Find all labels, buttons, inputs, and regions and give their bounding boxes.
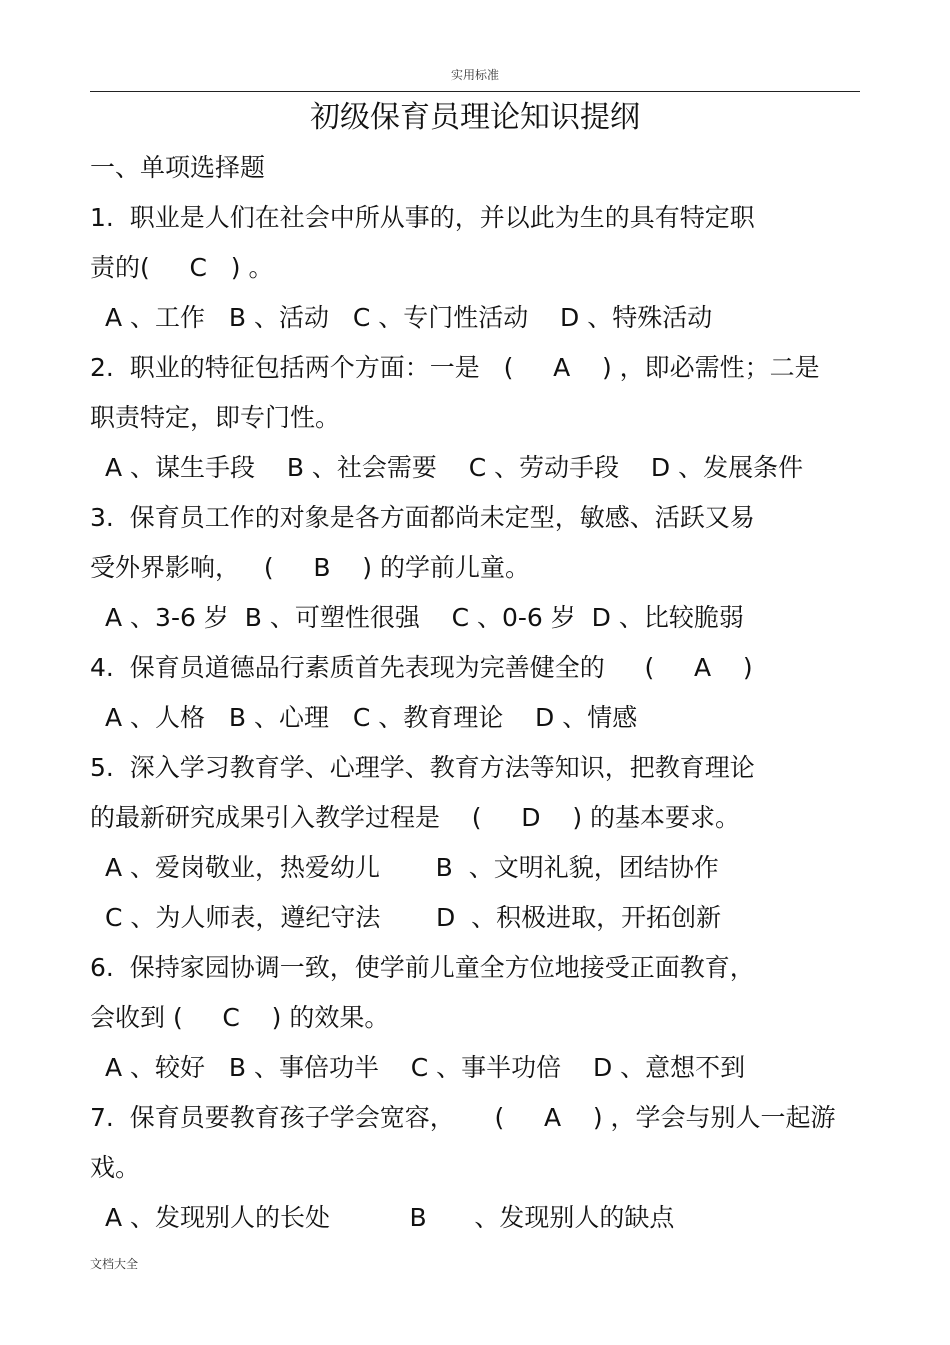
question-line: 5. 深入学习教育学、心理学、教育方法等知识，把教育理论 — [90, 753, 755, 782]
question-line: 6. 保持家园协调一致，使学前儿童全方位地接受正面教育， — [90, 953, 755, 982]
question-line: 1. 职业是人们在社会中所从事的，并以此为生的具有特定职 — [90, 203, 755, 232]
header-divider — [90, 91, 860, 92]
question-line: 3. 保育员工作的对象是各方面都尚未定型，敏感、活跃又易 — [90, 503, 755, 532]
question-line: 会收到 ( C ) 的效果。 — [90, 1003, 390, 1032]
question-line: 的最新研究成果引入教学过程是 ( D ) 的基本要求。 — [90, 803, 741, 832]
options-line: A 、人格 B 、心理 C 、教育理论 D 、情感 — [105, 703, 638, 732]
question-line: 2. 职业的特征包括两个方面：一是 ( A ) ，即必需性；二是 — [90, 353, 820, 382]
question-line: 受外界影响， ( B ) 的学前儿童。 — [90, 553, 530, 582]
options-line: C 、为人师表，遵纪守法 D 、积极进取，开拓创新 — [105, 903, 722, 932]
question-line: 戏。 — [90, 1153, 141, 1182]
document-title: 初级保育员理论知识提纲 — [310, 100, 640, 135]
question-line: 职责特定，即专门性。 — [90, 403, 341, 432]
options-line: A 、较好 B 、事倍功半 C 、事半功倍 D 、意想不到 — [105, 1053, 746, 1082]
question-line: 责的( C ) 。 — [90, 253, 274, 282]
options-line: A 、爱岗敬业，热爱幼儿 B 、文明礼貌，团结协作 — [105, 853, 719, 882]
options-line: A 、3-6 岁 B 、可塑性很强 C 、0-6 岁 D 、比较脆弱 — [105, 603, 744, 632]
question-line: 4. 保育员道德品行素质首先表现为完善健全的 ( A ) — [90, 653, 753, 682]
question-line: 7. 保育员要教育孩子学会宽容， ( A ) ，学会与别人一起游 — [90, 1103, 836, 1132]
options-line: A 、发现别人的长处 B 、发现别人的缺点 — [105, 1203, 675, 1232]
options-line: A 、工作 B 、活动 C 、专门性活动 D 、特殊活动 — [105, 303, 713, 332]
document-body — [90, 145, 860, 1245]
page-header: 实用标准 — [450, 68, 499, 82]
page-footer: 文档大全 — [90, 1257, 139, 1271]
section-heading: 一、单项选择题 — [90, 153, 266, 182]
options-line: A 、谋生手段 B 、社会需要 C 、劳动手段 D 、发展条件 — [105, 453, 804, 482]
